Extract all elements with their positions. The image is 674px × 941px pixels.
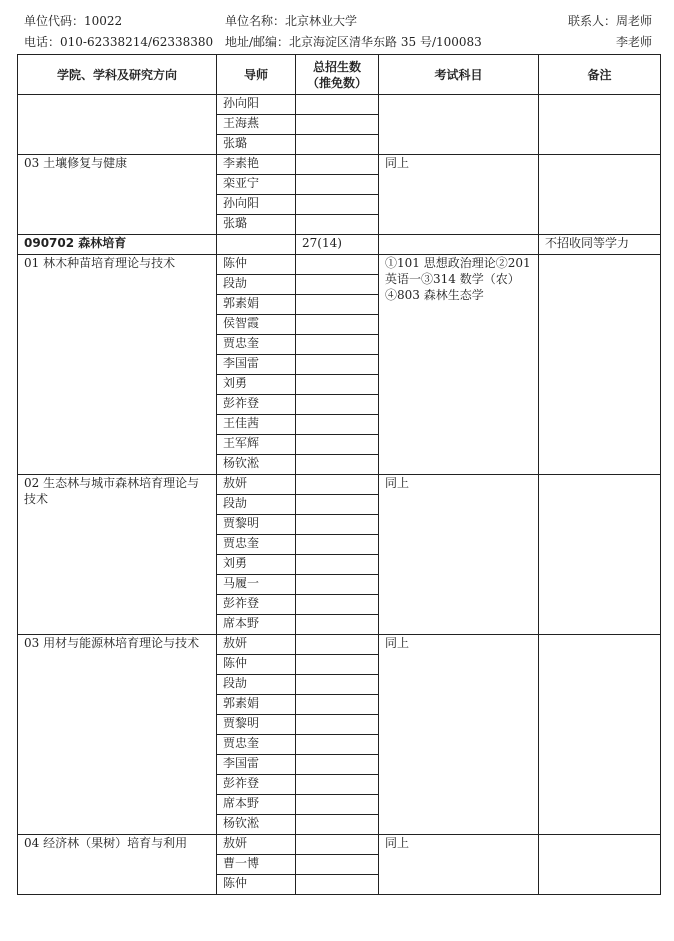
col-remark: 备注 [539,55,661,95]
tutor-cell: 陈仲 [217,655,296,675]
quota-cell [296,195,379,215]
major-subjects [379,235,539,255]
quota-cell [296,555,379,575]
tutor-cell: 敖妍 [217,475,296,495]
tutor-cell: 贾忠奎 [217,335,296,355]
tutor-cell: 敖妍 [217,835,296,855]
tutor-cell: 刘勇 [217,375,296,395]
tutor-cell: 贾黎明 [217,515,296,535]
col-quota [296,55,379,95]
remark-cell [539,255,661,475]
tutor-cell: 贾忠奎 [217,535,296,555]
table-row [18,635,661,655]
tutor-cell: 段劼 [217,675,296,695]
tutor-cell: 李国雷 [217,355,296,375]
tutor-cell: 张璐 [217,135,296,155]
tutor-cell: 郭素娟 [217,695,296,715]
quota-cell [296,575,379,595]
direction-cell: 01 林木种苗培育理论与技术 [18,255,217,475]
subjects-cell [379,95,539,155]
table-header-row [18,55,661,95]
tutor-cell: 李素艳 [217,155,296,175]
phone: 电话：010-62338214/62338380 [24,35,214,49]
tutor-cell: 段劼 [217,275,296,295]
quota-cell [296,535,379,555]
direction-cell: 03 土壤修复与健康 [18,155,217,235]
major-row [18,235,661,255]
enrollment-table [17,54,661,895]
tutor-cell: 张璐 [217,215,296,235]
remark-cell [539,635,661,835]
direction-cell: 02 生态林与城市森林培育理论与技术 [18,475,217,635]
quota-cell [296,875,379,895]
tutor-cell: 郭素娟 [217,295,296,315]
quota-cell [296,675,379,695]
tutor-cell: 王军辉 [217,435,296,455]
contact: 联系人：周老师 [567,14,652,28]
tutor-cell: 席本野 [217,795,296,815]
tutor-cell: 敖妍 [217,635,296,655]
tutor-cell: 王海燕 [217,115,296,135]
quota-cell [296,275,379,295]
quota-cell [296,735,379,755]
quota-cell [296,835,379,855]
table-row [18,255,661,275]
tutor-cell: 段劼 [217,495,296,515]
direction-cell: 03 用材与能源林培育理论与技术 [18,635,217,835]
table-row [18,475,661,495]
col-tutor: 导师 [217,55,296,95]
quota-cell [296,315,379,335]
remark-cell [539,835,661,895]
tutor-cell: 曹一博 [217,855,296,875]
tutor-cell: 马履一 [217,575,296,595]
tutor-cell: 彭祚登 [217,595,296,615]
tutor-cell: 孙向阳 [217,95,296,115]
quota-cell [296,695,379,715]
tutor-cell: 贾黎明 [217,715,296,735]
quota-cell [296,95,379,115]
col-quota-line1: 总招生数 [312,59,361,74]
major-remark: 不招收同等学力 [539,235,661,255]
quota-cell [296,475,379,495]
tutor-cell: 彭祚登 [217,775,296,795]
remark-cell [539,95,661,155]
quota-cell [296,635,379,655]
quota-cell [296,655,379,675]
address: 地址/邮编：北京海淀区清华东路 35 号/100083 [225,35,482,49]
tutor-cell: 杨钦淞 [217,815,296,835]
quota-cell [296,615,379,635]
quota-cell [296,175,379,195]
quota-cell [296,155,379,175]
tutor-cell: 栾亚宁 [217,175,296,195]
table-row [18,155,661,175]
unit-code: 单位代码：10022 [24,14,123,28]
quota-cell [296,775,379,795]
direction-cell: 04 经济林（果树）培育与利用 [18,835,217,895]
tutor-cell: 王佳茜 [217,415,296,435]
quota-cell [296,295,379,315]
quota-cell [296,455,379,475]
tutor-cell: 孙向阳 [217,195,296,215]
subjects-cell: ①101 思想政治理论②201 英语一③314 数学（农）④803 森林生态学 [379,255,539,475]
quota-cell [296,395,379,415]
major-quota: 27(14) [296,235,379,255]
tutor-cell: 侯智霞 [217,315,296,335]
quota-cell [296,815,379,835]
col-direction: 学院、学科及研究方向 [18,55,217,95]
quota-cell [296,755,379,775]
quota-cell [296,495,379,515]
quota-cell [296,595,379,615]
subjects-cell: 同上 [379,155,539,235]
quota-cell [296,715,379,735]
quota-cell [296,515,379,535]
quota-cell [296,135,379,155]
col-subjects: 考试科目 [379,55,539,95]
tutor-cell: 彭祚登 [217,395,296,415]
unit-name: 单位名称：北京林业大学 [225,14,358,28]
quota-cell [296,255,379,275]
table-row [18,835,661,855]
contact2: 李老师 [615,35,652,49]
col-quota-line2: （推免数） [306,75,367,90]
tutor-cell: 席本野 [217,615,296,635]
tutor-cell: 陈仲 [217,255,296,275]
quota-cell [296,435,379,455]
subjects-cell: 同上 [379,835,539,895]
subjects-cell: 同上 [379,635,539,835]
quota-cell [296,795,379,815]
tutor-cell: 李国雷 [217,755,296,775]
major-name: 090702 森林培育 [18,235,217,255]
table-row [18,95,661,115]
quota-cell [296,375,379,395]
remark-cell [539,155,661,235]
subjects-cell: 同上 [379,475,539,635]
tutor-cell: 刘勇 [217,555,296,575]
quota-cell [296,355,379,375]
quota-cell [296,335,379,355]
quota-cell [296,415,379,435]
direction-cell [18,95,217,155]
quota-cell [296,215,379,235]
remark-cell [539,475,661,635]
tutor-cell: 陈仲 [217,875,296,895]
quota-cell [296,855,379,875]
major-tutor [217,235,296,255]
tutor-cell: 杨钦淞 [217,455,296,475]
tutor-cell: 贾忠奎 [217,735,296,755]
quota-cell [296,115,379,135]
